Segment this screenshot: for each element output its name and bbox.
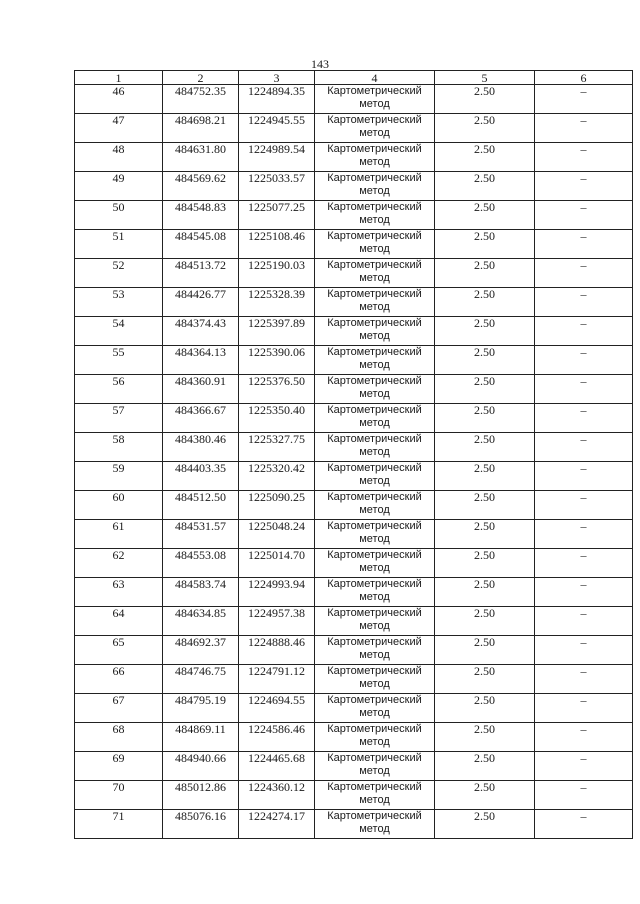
note-cell: – <box>535 520 633 549</box>
note-cell: – <box>535 665 633 694</box>
y-coordinate-cell: 1224888.46 <box>239 636 315 665</box>
point-number-cell: 66 <box>75 665 163 694</box>
x-coordinate-cell: 484403.35 <box>163 462 239 491</box>
note-cell: – <box>535 491 633 520</box>
x-coordinate-cell: 484569.62 <box>163 172 239 201</box>
method-cell: Картометрический метод <box>315 810 435 839</box>
note-cell: – <box>535 375 633 404</box>
method-cell: Картометрический метод <box>315 752 435 781</box>
point-number-cell: 56 <box>75 375 163 404</box>
table-row <box>75 781 633 810</box>
x-coordinate-cell: 484426.77 <box>163 288 239 317</box>
y-coordinate-cell: 1225033.57 <box>239 172 315 201</box>
accuracy-cell: 2.50 <box>435 781 535 810</box>
x-coordinate-cell: 484583.74 <box>163 578 239 607</box>
accuracy-cell: 2.50 <box>435 810 535 839</box>
note-cell: – <box>535 578 633 607</box>
note-cell: – <box>535 433 633 462</box>
accuracy-cell: 2.50 <box>435 230 535 259</box>
y-coordinate-cell: 1225014.70 <box>239 549 315 578</box>
column-header-accuracy: 5 <box>435 71 535 85</box>
method-cell: Картометрический метод <box>315 520 435 549</box>
note-cell: – <box>535 317 633 346</box>
column-header-x-coordinate: 2 <box>163 71 239 85</box>
method-cell: Картометрический метод <box>315 636 435 665</box>
accuracy-cell: 2.50 <box>435 85 535 114</box>
table-row <box>75 694 633 723</box>
x-coordinate-cell: 484692.37 <box>163 636 239 665</box>
note-cell: – <box>535 259 633 288</box>
accuracy-cell: 2.50 <box>435 288 535 317</box>
accuracy-cell: 2.50 <box>435 172 535 201</box>
table-row <box>75 636 633 665</box>
method-cell: Картометрический метод <box>315 578 435 607</box>
point-number-cell: 63 <box>75 578 163 607</box>
table-row <box>75 404 633 433</box>
table-header-row <box>75 71 633 85</box>
point-number-cell: 68 <box>75 723 163 752</box>
x-coordinate-cell: 484746.75 <box>163 665 239 694</box>
x-coordinate-cell: 484752.35 <box>163 85 239 114</box>
x-coordinate-cell: 484512.50 <box>163 491 239 520</box>
method-cell: Картометрический метод <box>315 491 435 520</box>
table-row <box>75 549 633 578</box>
accuracy-cell: 2.50 <box>435 143 535 172</box>
method-cell: Картометрический метод <box>315 259 435 288</box>
y-coordinate-cell: 1224993.94 <box>239 578 315 607</box>
x-coordinate-cell: 484553.08 <box>163 549 239 578</box>
y-coordinate-cell: 1225397.89 <box>239 317 315 346</box>
table-row <box>75 230 633 259</box>
x-coordinate-cell: 484380.46 <box>163 433 239 462</box>
note-cell: – <box>535 346 633 375</box>
x-coordinate-cell: 484360.91 <box>163 375 239 404</box>
y-coordinate-cell: 1225327.75 <box>239 433 315 462</box>
table-row <box>75 85 633 114</box>
method-cell: Картометрический метод <box>315 143 435 172</box>
method-cell: Картометрический метод <box>315 201 435 230</box>
note-cell: – <box>535 114 633 143</box>
x-coordinate-cell: 485012.86 <box>163 781 239 810</box>
point-number-cell: 46 <box>75 85 163 114</box>
y-coordinate-cell: 1224360.12 <box>239 781 315 810</box>
table-row <box>75 259 633 288</box>
method-cell: Картометрический метод <box>315 723 435 752</box>
point-number-cell: 55 <box>75 346 163 375</box>
y-coordinate-cell: 1224274.17 <box>239 810 315 839</box>
point-number-cell: 48 <box>75 143 163 172</box>
method-cell: Картометрический метод <box>315 114 435 143</box>
note-cell: – <box>535 85 633 114</box>
table-row <box>75 172 633 201</box>
y-coordinate-cell: 1225328.39 <box>239 288 315 317</box>
accuracy-cell: 2.50 <box>435 578 535 607</box>
point-number-cell: 61 <box>75 520 163 549</box>
table-row <box>75 810 633 839</box>
method-cell: Картометрический метод <box>315 549 435 578</box>
x-coordinate-cell: 484795.19 <box>163 694 239 723</box>
method-cell: Картометрический метод <box>315 694 435 723</box>
point-number-cell: 49 <box>75 172 163 201</box>
table-row <box>75 462 633 491</box>
method-cell: Картометрический метод <box>315 85 435 114</box>
point-number-cell: 51 <box>75 230 163 259</box>
table-row <box>75 723 633 752</box>
y-coordinate-cell: 1225190.03 <box>239 259 315 288</box>
table-row <box>75 317 633 346</box>
note-cell: – <box>535 694 633 723</box>
accuracy-cell: 2.50 <box>435 259 535 288</box>
table-row <box>75 346 633 375</box>
method-cell: Картометрический метод <box>315 172 435 201</box>
x-coordinate-cell: 484513.72 <box>163 259 239 288</box>
accuracy-cell: 2.50 <box>435 375 535 404</box>
accuracy-cell: 2.50 <box>435 404 535 433</box>
y-coordinate-cell: 1224586.46 <box>239 723 315 752</box>
x-coordinate-cell: 484366.67 <box>163 404 239 433</box>
point-number-cell: 65 <box>75 636 163 665</box>
table-row <box>75 114 633 143</box>
point-number-cell: 47 <box>75 114 163 143</box>
coordinates-table <box>74 70 633 839</box>
accuracy-cell: 2.50 <box>435 201 535 230</box>
x-coordinate-cell: 484364.13 <box>163 346 239 375</box>
method-cell: Картометрический метод <box>315 404 435 433</box>
note-cell: – <box>535 172 633 201</box>
y-coordinate-cell: 1225108.46 <box>239 230 315 259</box>
table-row <box>75 143 633 172</box>
table-row <box>75 607 633 636</box>
y-coordinate-cell: 1225320.42 <box>239 462 315 491</box>
note-cell: – <box>535 288 633 317</box>
accuracy-cell: 2.50 <box>435 317 535 346</box>
point-number-cell: 54 <box>75 317 163 346</box>
x-coordinate-cell: 484698.21 <box>163 114 239 143</box>
accuracy-cell: 2.50 <box>435 491 535 520</box>
method-cell: Картометрический метод <box>315 781 435 810</box>
x-coordinate-cell: 484940.66 <box>163 752 239 781</box>
y-coordinate-cell: 1225048.24 <box>239 520 315 549</box>
column-header-point-number: 1 <box>75 71 163 85</box>
point-number-cell: 50 <box>75 201 163 230</box>
y-coordinate-cell: 1224894.35 <box>239 85 315 114</box>
y-coordinate-cell: 1225090.25 <box>239 491 315 520</box>
accuracy-cell: 2.50 <box>435 636 535 665</box>
note-cell: – <box>535 404 633 433</box>
accuracy-cell: 2.50 <box>435 694 535 723</box>
point-number-cell: 53 <box>75 288 163 317</box>
note-cell: – <box>535 462 633 491</box>
x-coordinate-cell: 484631.80 <box>163 143 239 172</box>
note-cell: – <box>535 549 633 578</box>
method-cell: Картометрический метод <box>315 462 435 491</box>
accuracy-cell: 2.50 <box>435 433 535 462</box>
method-cell: Картометрический метод <box>315 230 435 259</box>
y-coordinate-cell: 1225077.25 <box>239 201 315 230</box>
column-header-y-coordinate: 3 <box>239 71 315 85</box>
table-row <box>75 433 633 462</box>
y-coordinate-cell: 1225376.50 <box>239 375 315 404</box>
point-number-cell: 70 <box>75 781 163 810</box>
method-cell: Картометрический метод <box>315 607 435 636</box>
note-cell: – <box>535 810 633 839</box>
x-coordinate-cell: 484531.57 <box>163 520 239 549</box>
y-coordinate-cell: 1224945.55 <box>239 114 315 143</box>
x-coordinate-cell: 484545.08 <box>163 230 239 259</box>
accuracy-cell: 2.50 <box>435 752 535 781</box>
note-cell: – <box>535 781 633 810</box>
point-number-cell: 62 <box>75 549 163 578</box>
point-number-cell: 57 <box>75 404 163 433</box>
x-coordinate-cell: 484634.85 <box>163 607 239 636</box>
point-number-cell: 71 <box>75 810 163 839</box>
accuracy-cell: 2.50 <box>435 346 535 375</box>
accuracy-cell: 2.50 <box>435 665 535 694</box>
point-number-cell: 60 <box>75 491 163 520</box>
table-row <box>75 578 633 607</box>
table-row <box>75 752 633 781</box>
page-number: 143 <box>311 57 329 71</box>
point-number-cell: 64 <box>75 607 163 636</box>
note-cell: – <box>535 143 633 172</box>
method-cell: Картометрический метод <box>315 346 435 375</box>
table-row <box>75 491 633 520</box>
y-coordinate-cell: 1225350.40 <box>239 404 315 433</box>
method-cell: Картометрический метод <box>315 375 435 404</box>
point-number-cell: 58 <box>75 433 163 462</box>
method-cell: Картометрический метод <box>315 433 435 462</box>
method-cell: Картометрический метод <box>315 317 435 346</box>
point-number-cell: 69 <box>75 752 163 781</box>
table-row <box>75 201 633 230</box>
x-coordinate-cell: 484374.43 <box>163 317 239 346</box>
y-coordinate-cell: 1224957.38 <box>239 607 315 636</box>
x-coordinate-cell: 484548.83 <box>163 201 239 230</box>
table-row <box>75 520 633 549</box>
accuracy-cell: 2.50 <box>435 520 535 549</box>
note-cell: – <box>535 752 633 781</box>
note-cell: – <box>535 201 633 230</box>
x-coordinate-cell: 484869.11 <box>163 723 239 752</box>
point-number-cell: 59 <box>75 462 163 491</box>
note-cell: – <box>535 636 633 665</box>
accuracy-cell: 2.50 <box>435 723 535 752</box>
accuracy-cell: 2.50 <box>435 549 535 578</box>
y-coordinate-cell: 1224465.68 <box>239 752 315 781</box>
note-cell: – <box>535 723 633 752</box>
table-row <box>75 665 633 694</box>
x-coordinate-cell: 485076.16 <box>163 810 239 839</box>
accuracy-cell: 2.50 <box>435 607 535 636</box>
accuracy-cell: 2.50 <box>435 462 535 491</box>
column-header-note: 6 <box>535 71 633 85</box>
table-row <box>75 288 633 317</box>
y-coordinate-cell: 1224791.12 <box>239 665 315 694</box>
method-cell: Картометрический метод <box>315 288 435 317</box>
note-cell: – <box>535 607 633 636</box>
y-coordinate-cell: 1225390.06 <box>239 346 315 375</box>
table-row <box>75 375 633 404</box>
point-number-cell: 52 <box>75 259 163 288</box>
note-cell: – <box>535 230 633 259</box>
method-cell: Картометрический метод <box>315 665 435 694</box>
y-coordinate-cell: 1224694.55 <box>239 694 315 723</box>
point-number-cell: 67 <box>75 694 163 723</box>
y-coordinate-cell: 1224989.54 <box>239 143 315 172</box>
accuracy-cell: 2.50 <box>435 114 535 143</box>
column-header-method: 4 <box>315 71 435 85</box>
